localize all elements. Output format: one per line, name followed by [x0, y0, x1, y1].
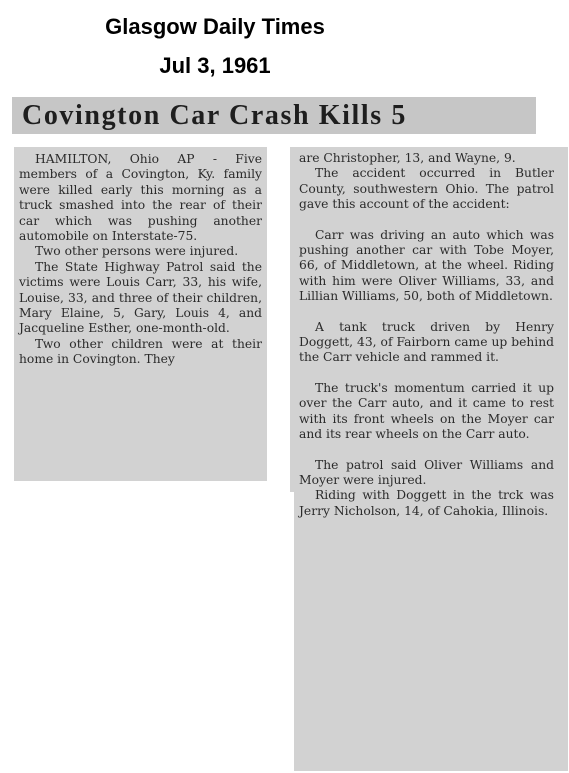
paragraph-patrol-injured: The patrol said Oliver Williams and Moyer were injured. — [299, 457, 554, 487]
right-column-text — [299, 151, 554, 519]
paragraph-momentum: The truck's momentum carried it up over the Carr auto, and it came to rest with its front wheels on the Moyer car and its rear wheels on the Carr auto. — [299, 380, 554, 442]
paragraph-carr-driving: Carr was driving an auto which was pushing another car with Tobe Moyer, 66, of Middletown, at the wheel. Riding with him were Oliver Williams, 33, and Lillian Williams, 50, both of Middletown. — [299, 227, 554, 304]
paragraph-victims: The State Highway Patrol said the victims were Louis Carr, 33, his wife, Louise, 33, and three of their children, Mary Elaine, 5, Gary, Louis 4, and Jacqueline Esther, one-month-old. — [19, 259, 262, 336]
left-column-text — [19, 152, 262, 368]
paragraph-tank-truck: A tank truck driven by Henry Doggett, 43, of Fairborn came up behind the Carr vehicle and rammed it. — [299, 319, 554, 365]
paragraph-riding-with-doggett: Riding with Doggett in the trck was Jerry Nicholson, 14, of Cahokia, Illinois. — [299, 488, 554, 518]
paragraph-injured: Two other persons were injured. — [35, 244, 239, 259]
publication-date: Jul 3, 1961 — [159, 53, 271, 78]
paragraph-children-names: are Christopher, 13, and Wayne, 9. — [299, 151, 516, 165]
right-column-clipping-bottom — [294, 490, 568, 771]
paragraph-dateline: HAMILTON, Ohio AP - Five members of a Covington, Ky. family were killed early this morning as a truck smashed into the rear of their car which was pushing another automobile on Interstate-75. — [19, 152, 262, 244]
newspaper-name: Glasgow Daily Times — [105, 14, 325, 39]
paragraph-location: The accident occurred in Butler County, southwestern Ohio. The patrol gave this account of the accident: — [299, 166, 554, 212]
article-headline: Covington Car Crash Kills 5 — [22, 100, 407, 131]
headline-clipping — [12, 97, 536, 134]
left-column-clipping — [14, 147, 267, 481]
paragraph-other-children: Two other children were at their home in Covington. They — [19, 336, 262, 367]
